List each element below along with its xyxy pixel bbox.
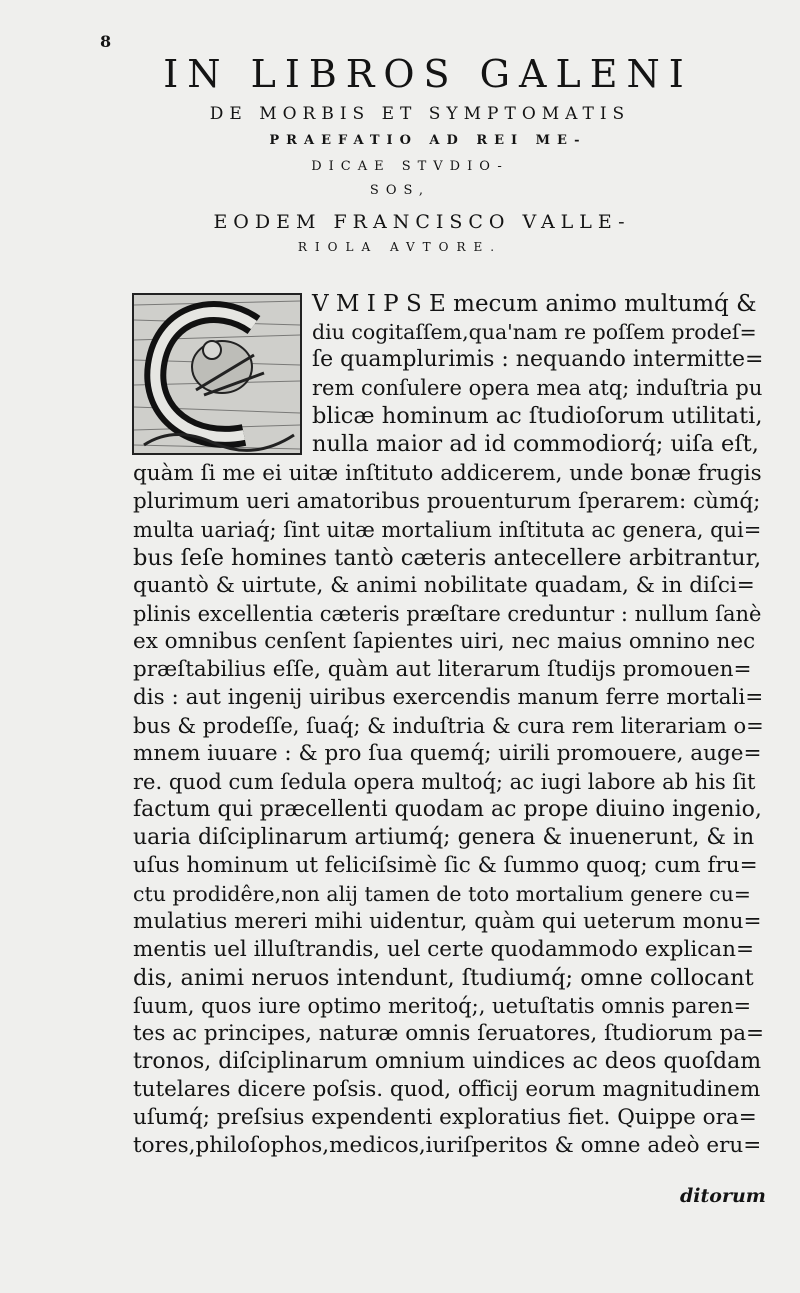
heading-line-1: IN LIBROS GALENI xyxy=(163,52,693,96)
text-line-17: mnem iuuare : & pro ſua quemq́; uirili promouere, auge= xyxy=(133,741,762,766)
text-line-14: præſtabilius eſſe, quàm aut literarum ſtudijs promouen= xyxy=(133,657,752,682)
text-line-9: multa uariaq́; ſint uitæ mortalium inſtituta ac genera, qui= xyxy=(133,518,762,542)
text-line-27: tes ac principes, naturæ omnis ſeruatores, ſtudiorum pa= xyxy=(133,1021,765,1046)
text-line-26: ſuum, quos iure optimo meritoq́;, uetuſtatis omnis paren= xyxy=(133,994,752,1018)
text-line-16: bus & prodeſſe, ſuaq́; & induſtria & cura rem literariam o= xyxy=(133,714,764,738)
catchword: ditorum xyxy=(680,1185,766,1207)
text-line-22: ctu prodidêre,non alij tamen de toto mortalium genere cu= xyxy=(133,882,751,906)
text-line-24: mentis uel illuſtrandis, uel certe quodammodo explican= xyxy=(133,937,754,962)
text-line-8: plurimum ueri amatoribus prouenturum ſperarem: cùmq́; xyxy=(133,489,761,514)
text-line-21: uſus hominum ut feliciſsimè ſic & ſummo quoq; cum fru= xyxy=(133,853,758,878)
text-line-31: tores,philoſophos,medicos,iuriſperitos & omne adeò eru= xyxy=(133,1133,762,1158)
heading-line-7: RIOLA AVTORE. xyxy=(297,240,503,254)
text-line-12: plinis excellentia cæteris præſtare creduntur : nullum ſanè xyxy=(133,602,762,626)
heading-line-5: SOS, xyxy=(369,183,431,198)
text-line-30: uſumq́; preſsius expendenti exploratius fiet. Quippe ora= xyxy=(133,1105,757,1130)
text-line-3: ſe quamplurimis : nequando intermitte= xyxy=(312,347,764,372)
text-line-23: mulatius mereri mihi uidentur, quàm qui ueterum monu= xyxy=(133,909,762,934)
text-line-29: tutelares dicere poſsis. quod, officij eorum magnitudinem xyxy=(133,1077,761,1102)
text-line-1: V M I P S E mecum animo multumq́ & xyxy=(312,291,757,317)
heading-line-6: EODEM FRANCISCO VALLE- xyxy=(213,211,631,233)
text-line-20: uaria diſciplinarum artiumq́; genera & inuenerunt, & in xyxy=(133,825,755,850)
text-line-19: factum qui præcellenti quodam ac prope diuino ingenio, xyxy=(133,797,762,822)
text-line-4: rem conſulere opera mea atq; induſtria pu xyxy=(312,376,763,400)
text-line-15: dis : aut ingenij uiribus exercendis manum ferre mortali= xyxy=(133,685,764,710)
text-line-7: quàm ſi me ei uitæ inſtituto addicerem, unde bonæ frugis xyxy=(133,461,762,486)
text-line-13: ex omnibus cenſent ſapientes uiri, nec maius omnino nec xyxy=(133,629,756,654)
text-line-11: quantò & uirtute, & animi nobilitate quadam, & in diſci= xyxy=(133,573,755,598)
text-line-10: bus ſeſe homines tantò cæteris antecellere arbitrantur, xyxy=(133,545,762,571)
heading-line-2: DE MORBIS ET SYMPTOMATIS xyxy=(209,104,631,124)
text-line-25: dis, animi neruos intendunt, ſtudiumq́; omne collocant xyxy=(133,965,754,991)
text-line-6: nulla maior ad id commodiorq́; uiſa eſt, xyxy=(312,431,759,457)
text-line-2: diu cogitaſſem,qua'nam re poſſem prodeſ= xyxy=(312,320,757,344)
heading-line-3: PRAEFATIO AD REI ME- xyxy=(269,133,587,148)
page-number: 8 xyxy=(100,32,112,51)
text-line-28: tronos, diſciplinarum omnium uindices ac deos quoſdam xyxy=(133,1049,762,1074)
text-line-5: blicæ hominum ac ſtudioſorum utilitati, xyxy=(312,403,763,429)
text-line-18: re. quod cum ſedula opera multoq́; ac iugi labore ab his ſit xyxy=(133,770,756,794)
heading-line-4: DICAE STVDIO- xyxy=(311,159,509,174)
decorated-initial-c-icon xyxy=(132,293,302,455)
